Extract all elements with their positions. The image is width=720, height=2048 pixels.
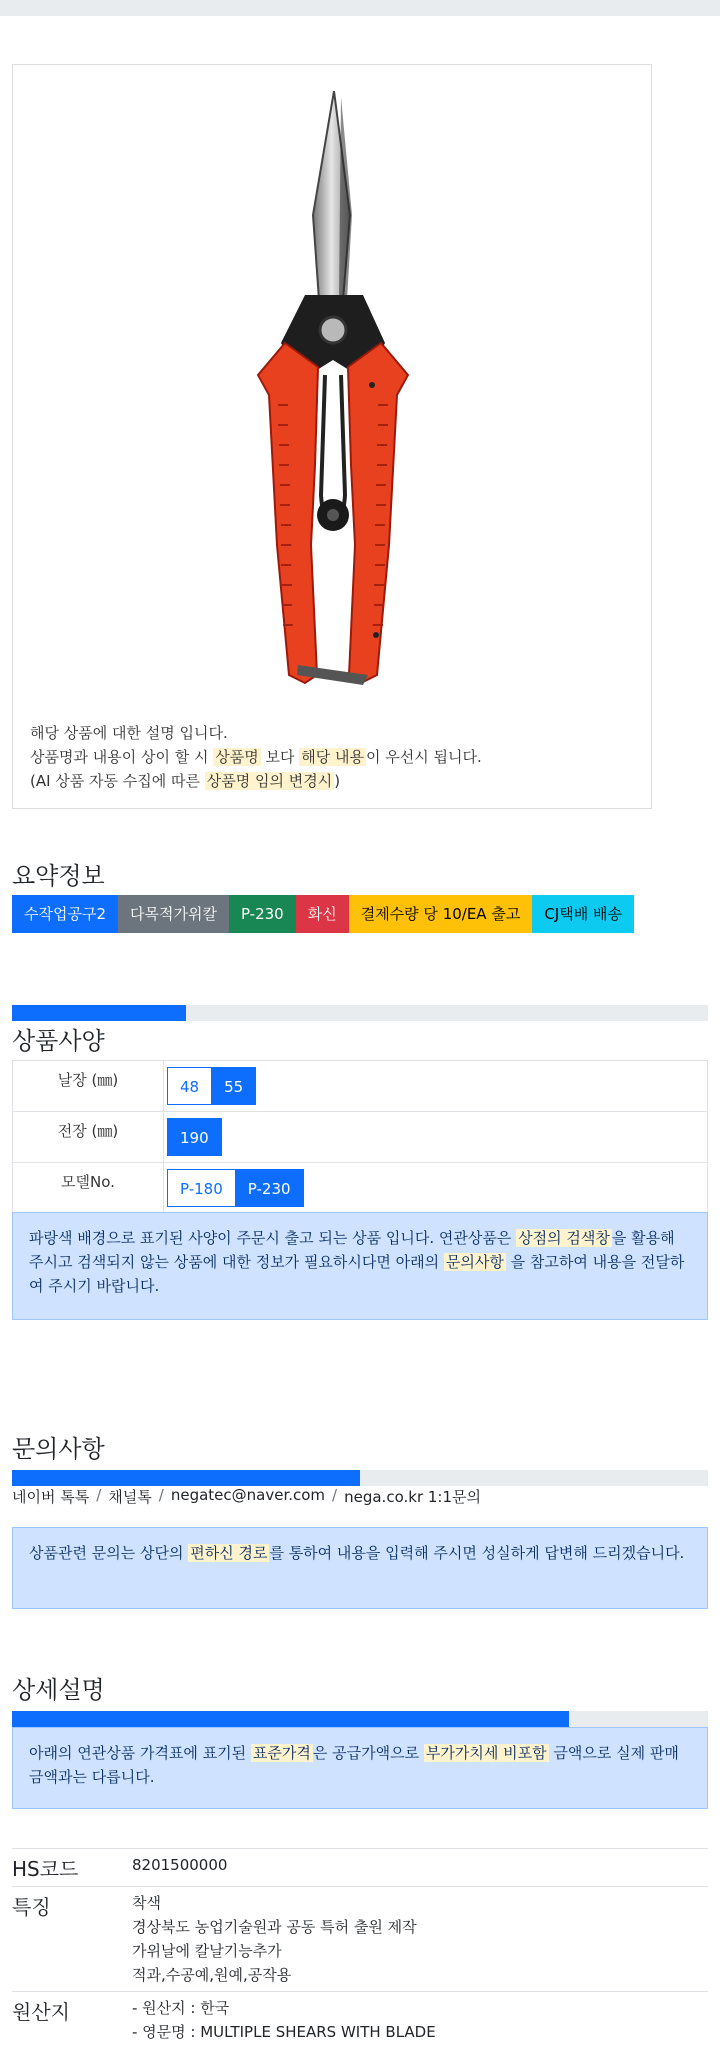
product-card [12, 64, 652, 809]
highlight-standard-price: 표준가격 [251, 1744, 313, 1762]
contact-links [12, 1486, 481, 1507]
spec-option[interactable]: 48 [167, 1067, 212, 1105]
detail-label: HS코드 [12, 1849, 132, 1887]
product-image-shears [13, 75, 653, 755]
detail-progress-bar [12, 1711, 708, 1727]
spec-options [164, 1112, 708, 1163]
spec-row [13, 1061, 708, 1112]
detail-value [132, 1887, 708, 1992]
summary-tags [12, 895, 634, 933]
tag-badge: CJ택배 배송 [532, 895, 634, 933]
spec-option-selected[interactable]: P-230 [235, 1169, 304, 1207]
highlight-preferred-route: 편하신 경로 [188, 1544, 269, 1562]
contact-link[interactable]: 네이버 톡톡 [12, 1486, 89, 1507]
detail-table [12, 1848, 708, 2048]
tag-badge: 수작업공구2 [12, 895, 118, 933]
specs-progress-fill [12, 1005, 186, 1021]
tag-badge: 화신 [296, 895, 349, 933]
highlight-name-change: 상품명 임의 변경시 [205, 772, 334, 790]
detail-progress-fill [12, 1711, 569, 1727]
highlight-product-name: 상품명 [213, 748, 260, 766]
detail-value-line: - 영문명 : MULTIPLE SHEARS WITH BLADE [132, 2020, 708, 2044]
spec-table [12, 1060, 708, 1214]
contact-link[interactable]: negatec@naver.com [171, 1486, 325, 1507]
specs-progress-bar [12, 1005, 708, 1021]
detail-value-line: 가위날에 칼날기능추가 [132, 1939, 708, 1963]
spec-options [164, 1061, 708, 1112]
detail-value-line: 적과,수공예,원예,공작용 [132, 1963, 708, 1987]
inquiry-progress-fill [12, 1470, 360, 1486]
top-bar [0, 0, 720, 16]
highlight-content: 해당 내용 [299, 748, 366, 766]
tag-badge: 결제수량 당 10/EA 출고 [349, 895, 533, 933]
spec-option[interactable]: P-180 [167, 1169, 236, 1207]
spec-option-selected[interactable]: 55 [211, 1067, 256, 1105]
detail-value [132, 1992, 708, 2048]
note-line-3: (AI 상품 자동 수집에 따른 상품명 임의 변경시 ) [30, 769, 482, 793]
tag-badge: P-230 [229, 895, 296, 933]
spec-row [13, 1163, 708, 1214]
detail-row [12, 1849, 708, 1887]
spec-label: 모델No. [13, 1163, 164, 1214]
spec-row [13, 1112, 708, 1163]
inquiry-notice: 상품관련 문의는 상단의 편하신 경로 를 통하여 내용을 입력해 주시면 성실하게 답변해 드리겠습니다. [12, 1527, 708, 1609]
contact-link[interactable]: nega.co.kr 1:1문의 [344, 1486, 481, 1507]
detail-value-line: 착색 [132, 1891, 708, 1915]
spec-label: 날장 (㎜) [13, 1061, 164, 1112]
spec-options [164, 1163, 708, 1214]
detail-value [132, 1849, 708, 1887]
summary-title: 요약정보 [12, 856, 105, 891]
spec-notice: 파랑색 배경으로 표기된 사양이 주문시 출고 되는 상품 입니다. 연관상품은 상점의 검색창 을 활용해 주시고 검색되지 않는 상품에 대한 정보가 필요하시다면 아래의 문의사항 을 참고하여 내용을 전달하여 주시기 바랍니다. [12, 1212, 708, 1320]
detail-row [12, 1992, 708, 2048]
contact-link[interactable]: 채널톡 [108, 1486, 151, 1507]
detail-notice: 아래의 연관상품 가격표에 표기된 표준가격 은 공급가액으로 부가가치세 비포함 금액으로 실제 판매금액과는 다릅니다. [12, 1727, 708, 1809]
highlight-vat-excluded: 부가가치세 비포함 [424, 1744, 549, 1762]
link-separator: / [332, 1486, 337, 1507]
specs-title: 상품사양 [12, 1021, 105, 1056]
detail-label: 원산지 [12, 1992, 132, 2048]
highlight-search-box: 상점의 검색창 [516, 1229, 612, 1247]
detail-title: 상세설명 [12, 1670, 105, 1705]
spec-label: 전장 (㎜) [13, 1112, 164, 1163]
note-line-1: 해당 상품에 대한 설명 입니다. [30, 721, 482, 745]
product-notes [30, 721, 482, 793]
inquiry-progress-bar [12, 1470, 708, 1486]
detail-row [12, 1887, 708, 1992]
link-separator: / [159, 1486, 164, 1507]
highlight-inquiry: 문의사항 [444, 1253, 506, 1271]
detail-value-line: - 원산지 : 한국 [132, 1996, 708, 2020]
detail-value-line: 8201500000 [132, 1853, 708, 1877]
detail-label: 특징 [12, 1887, 132, 1992]
spec-option-selected[interactable]: 190 [167, 1118, 222, 1156]
detail-value-line: 경상북도 농업기술원과 공동 특허 출원 제작 [132, 1915, 708, 1939]
note-line-2: 상품명과 내용이 상이 할 시 상품명 보다 해당 내용 이 우선시 됩니다. [30, 745, 482, 769]
tag-badge: 다목적가위칼 [118, 895, 229, 933]
link-separator: / [96, 1486, 101, 1507]
inquiry-title: 문의사항 [12, 1429, 105, 1464]
